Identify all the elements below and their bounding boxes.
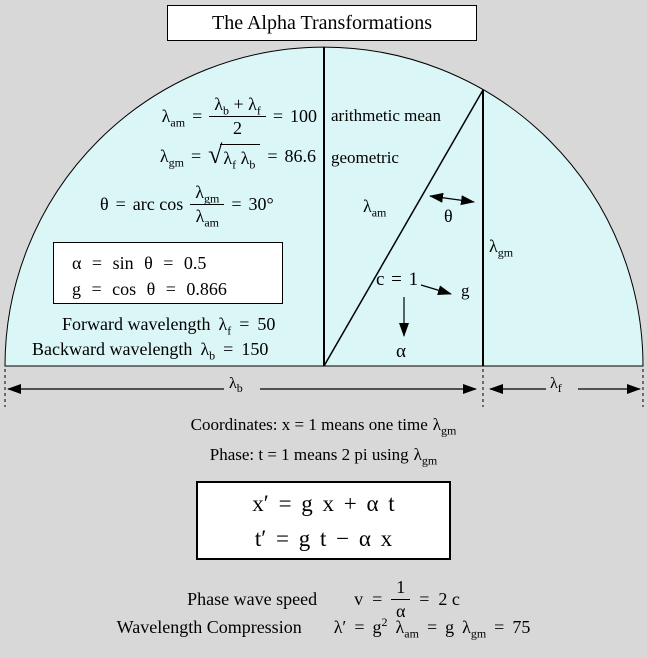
fraction-numerator: $\lambda_b + \lambda_f$ <box>209 94 266 117</box>
phase-note <box>0 445 647 468</box>
fraction-denominator: α <box>396 601 406 621</box>
coordinates-text: Coordinates: x = 1 means one time <box>190 415 428 434</box>
value: 50 <box>257 314 276 334</box>
geometric-mean-label: $\lambda_{gm}$ <box>489 236 514 260</box>
equals-sign: = <box>372 589 383 609</box>
hypotenuse-label: $\lambda_{am}$ <box>363 196 387 220</box>
equals-sign: = <box>426 617 438 637</box>
wavelength-compression-label: Wavelength Compression <box>116 617 302 637</box>
lambda-gm-symbol: $\lambda_{gm}$ <box>462 617 487 641</box>
page-title <box>167 5 477 41</box>
arccos-function: arc cos <box>132 194 184 214</box>
value: 150 <box>241 339 269 359</box>
fraction-numerator: 1 <box>391 577 410 600</box>
radical <box>208 140 260 172</box>
fraction <box>209 94 266 139</box>
backward-label: Backward wavelength <box>32 339 193 359</box>
phase-wave-speed-label: Phase wave speed <box>187 589 318 609</box>
fraction <box>391 577 410 622</box>
alpha-g-box <box>53 242 283 304</box>
radical-sign: √ <box>208 140 223 169</box>
equals-sign: = <box>223 339 234 359</box>
lambda-b-symbol: $\lambda_b$ <box>200 339 216 363</box>
page-title-text: The Alpha Transformations <box>212 11 432 34</box>
alpha-label: α <box>396 341 406 362</box>
theta-symbol: θ <box>100 194 109 214</box>
x-transform-equation: x′ = g x + α t <box>252 490 395 516</box>
value: 2 c <box>438 589 460 609</box>
g-squared-term: $g^2$ <box>372 615 388 637</box>
value: 100 <box>290 106 317 126</box>
radicand: $\lambda_f$ $\lambda_b$ <box>220 144 260 169</box>
fraction-denominator: $\lambda_{am}$ <box>195 206 219 230</box>
lambda-f-symbol: $\lambda_f$ <box>218 314 232 338</box>
equals-sign: = <box>115 194 126 214</box>
wavelength-compression-line <box>0 615 647 641</box>
equals-sign: = <box>272 106 283 126</box>
g-term: g <box>445 617 455 637</box>
forward-label: Forward wavelength <box>62 314 211 334</box>
g-label: g <box>461 281 470 300</box>
formula-geometric-mean <box>159 140 316 172</box>
equals-sign: = <box>494 617 505 637</box>
equals-sign: = <box>231 194 242 214</box>
backward-wavelength-line <box>32 339 269 363</box>
lambda-f-dimension-label: $\lambda_f$ <box>550 375 562 396</box>
formula-theta <box>100 182 274 230</box>
value: 86.6 <box>284 146 316 166</box>
forward-wavelength-line <box>62 314 276 338</box>
phase-wave-speed-line <box>0 577 647 622</box>
g-equation: g = cos θ = 0.866 <box>72 279 227 299</box>
equals-sign: = <box>192 106 203 126</box>
lambda-prime-symbol: λ′ <box>333 617 347 637</box>
lambda-gm-symbol: $\lambda_{gm}$ <box>432 415 457 438</box>
equals-sign: = <box>267 146 278 166</box>
formula-arithmetic-mean <box>162 94 317 139</box>
v-symbol: v <box>354 589 364 609</box>
value: 30° <box>248 194 274 214</box>
lambda-am-symbol: $\lambda_{am}$ <box>395 617 419 641</box>
lambda-gm-symbol: $\lambda_{gm}$ <box>413 445 438 468</box>
equals-sign: = <box>190 146 202 166</box>
equals-sign: = <box>354 617 365 637</box>
theta-angle-label: θ <box>444 206 453 226</box>
fraction <box>190 182 224 230</box>
fraction-denominator: 2 <box>233 118 243 138</box>
equals-sign: = <box>239 314 250 334</box>
fraction-numerator: $\lambda_{gm}$ <box>190 182 224 205</box>
arithmetic-mean-label: arithmetic mean <box>331 106 441 125</box>
phase-text: Phase: t = 1 means 2 pi using <box>209 445 409 464</box>
lambda-gm-symbol: $\lambda_{gm}$ <box>159 146 184 170</box>
lambda-b-dimension-label: $\lambda_b$ <box>229 375 243 396</box>
t-transform-equation: t′ = g t − α x <box>254 525 393 551</box>
equals-sign: = <box>419 589 430 609</box>
alpha-equation: α = sin θ = 0.5 <box>72 253 207 273</box>
geometric-label: geometric <box>331 148 399 167</box>
transformation-box <box>196 481 451 560</box>
coordinates-note <box>0 415 647 438</box>
c-equals-one-label: c = 1 <box>376 269 419 290</box>
lambda-am-symbol: $\lambda_{am}$ <box>161 106 186 130</box>
value: 75 <box>512 617 531 637</box>
